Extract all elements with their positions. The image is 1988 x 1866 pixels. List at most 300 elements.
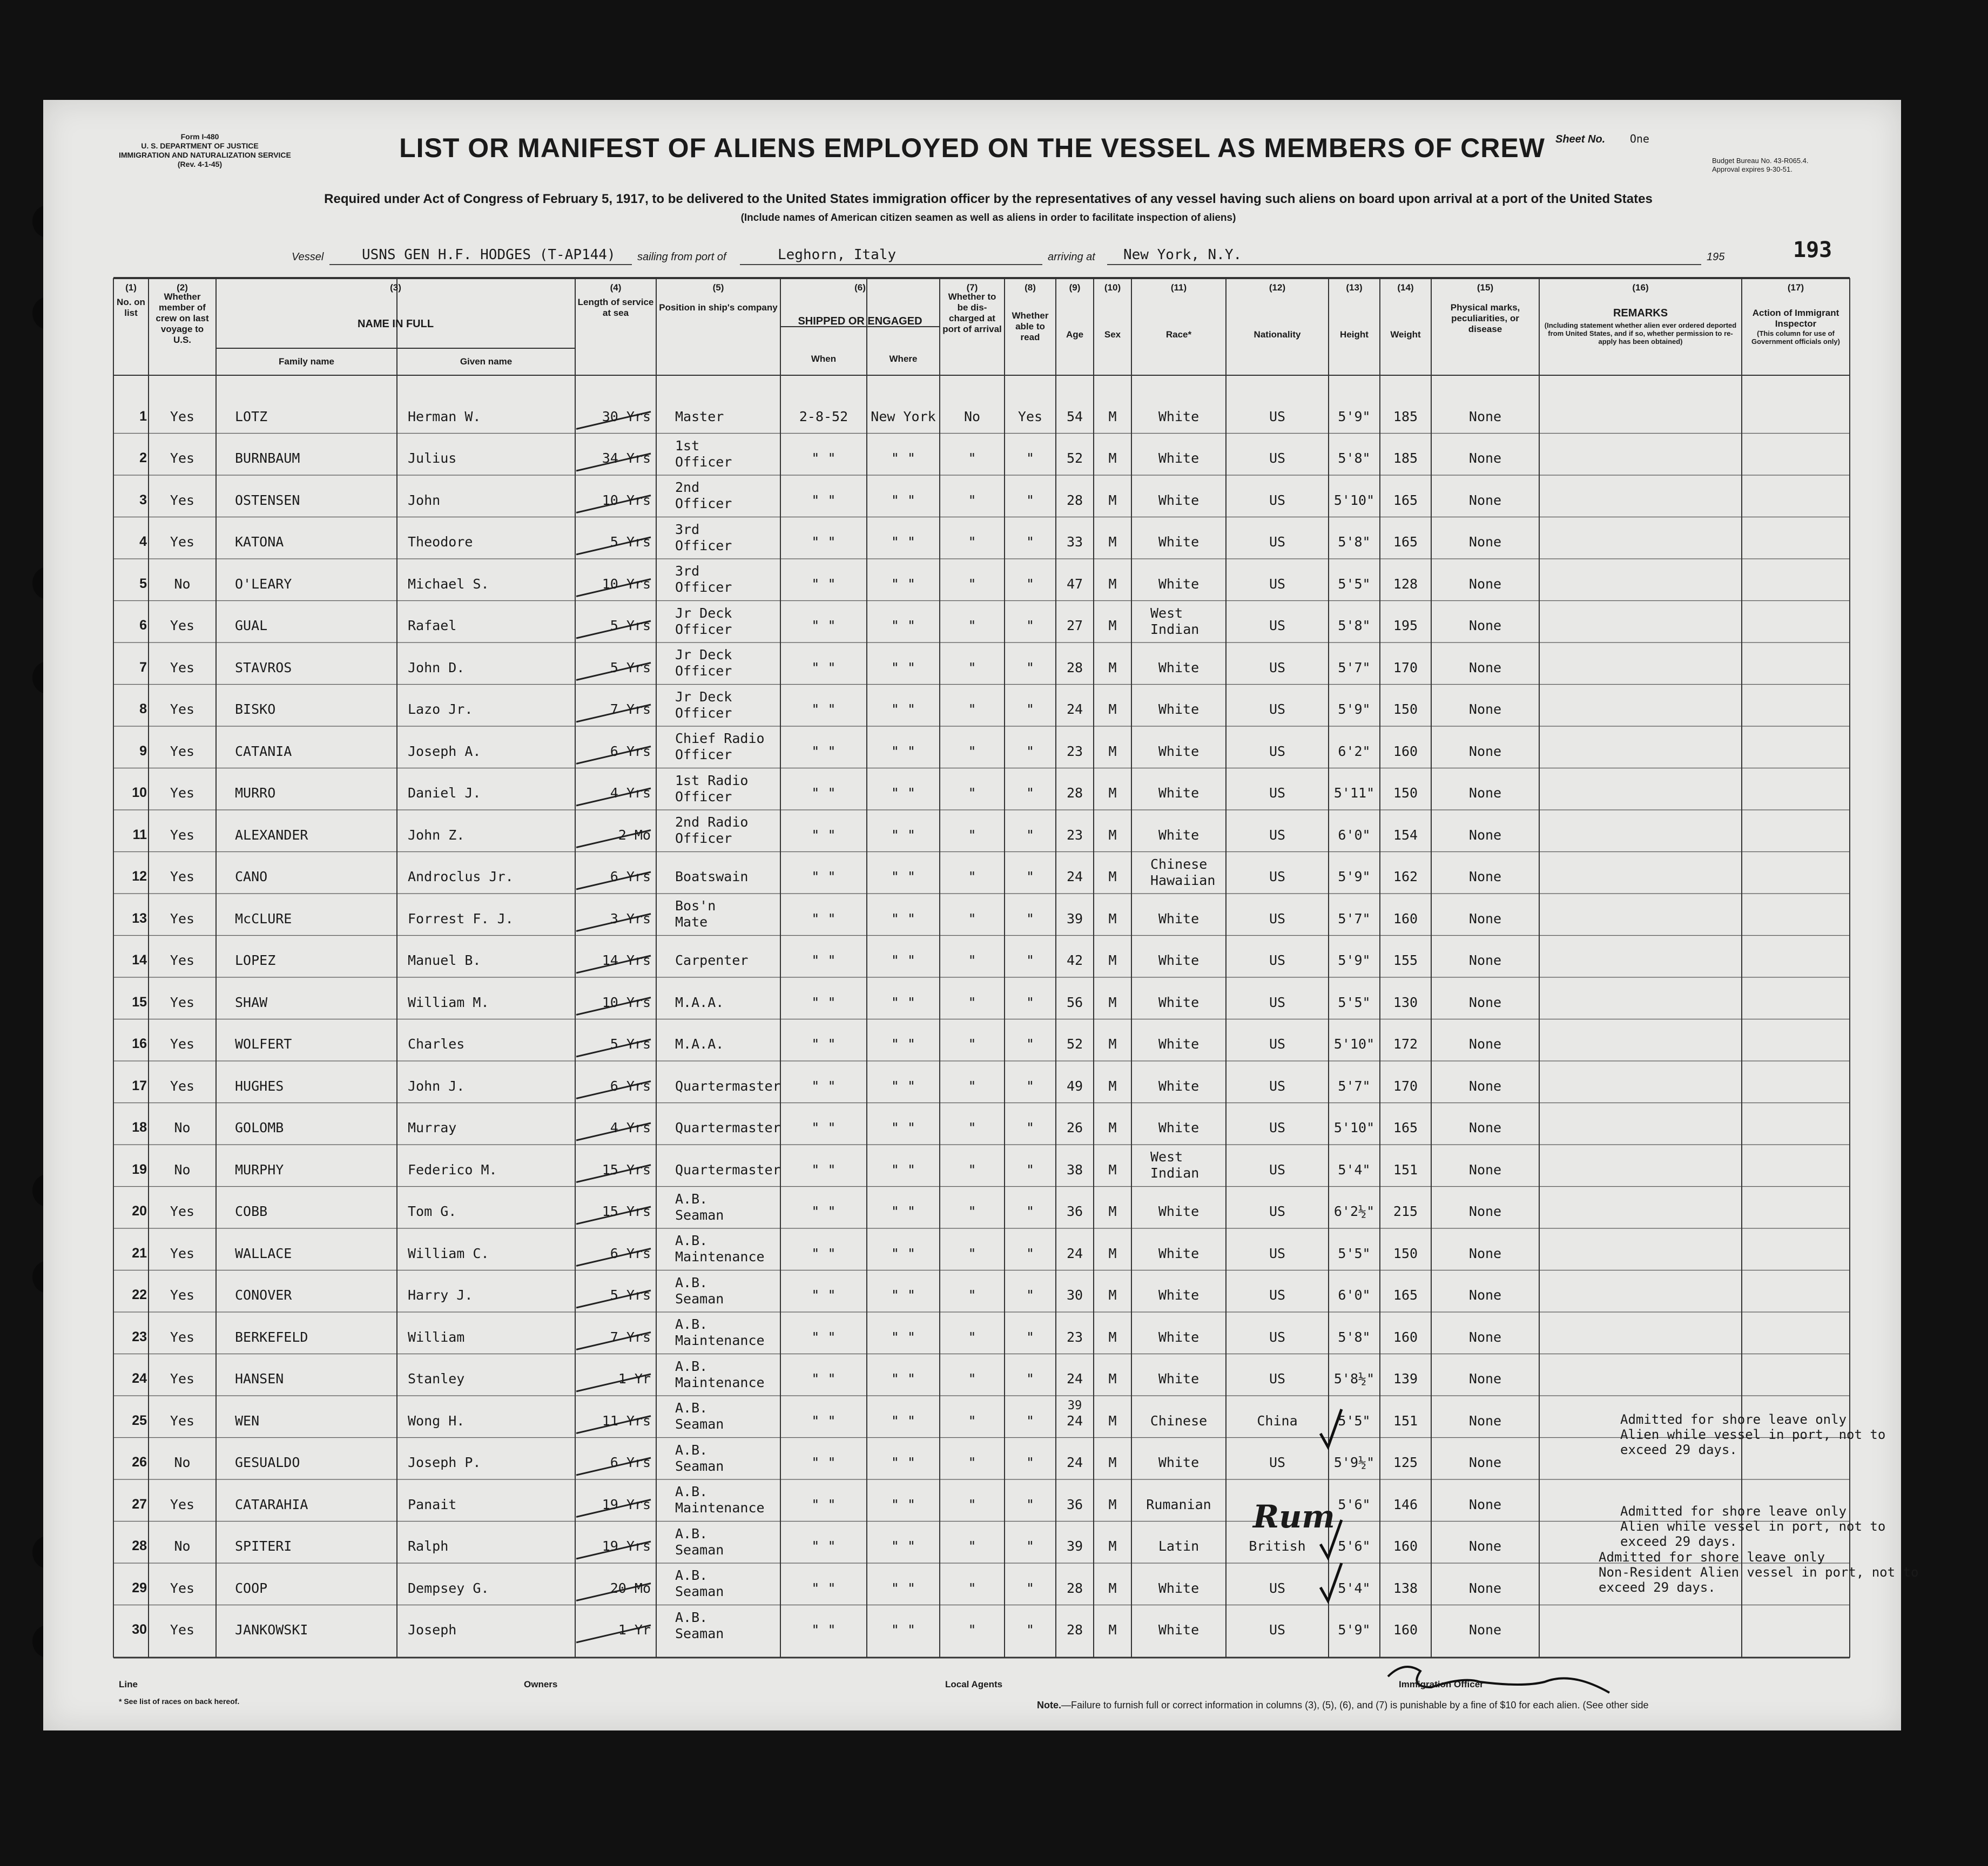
year-label: 195 <box>1707 251 1725 263</box>
age: 36 <box>1066 1496 1083 1512</box>
height: 5'9½" <box>1333 1455 1375 1471</box>
discharged: " <box>968 450 976 466</box>
given-name: William C. <box>408 1245 489 1261</box>
height: 5'9" <box>1338 701 1371 718</box>
shipped-where: " " <box>891 1245 916 1261</box>
sex: M <box>1108 534 1117 550</box>
physical-marks: None <box>1468 1455 1502 1471</box>
position: A.B. <box>675 1400 708 1416</box>
weight: 130 <box>1393 994 1418 1010</box>
position: Jr Deck <box>675 647 732 662</box>
discharged: " <box>968 1412 976 1429</box>
race: White <box>1158 576 1199 592</box>
age: 28 <box>1066 659 1083 675</box>
given-name: Michael S. <box>408 576 489 592</box>
crew-last-voyage: Yes <box>170 1371 195 1387</box>
position: A.B. <box>675 1233 708 1248</box>
shipped-when: " " <box>811 576 836 592</box>
family-name: HANSEN <box>235 1371 284 1387</box>
crew-last-voyage: Yes <box>170 1622 195 1638</box>
length-of-service: 6 Yrs <box>610 869 651 885</box>
crew-last-voyage: Yes <box>170 534 195 550</box>
shipped-where: " " <box>891 1287 916 1303</box>
physical-marks: None <box>1468 492 1502 508</box>
discharged: " <box>968 1161 976 1178</box>
age: 23 <box>1066 743 1083 759</box>
remark-row27 <box>1620 1504 1885 1549</box>
crew-last-voyage: Yes <box>170 618 195 634</box>
race: White <box>1158 1036 1199 1052</box>
crew-last-voyage: Yes <box>170 869 195 885</box>
crew-last-voyage: Yes <box>170 1245 195 1261</box>
family-name: CANO <box>235 869 268 885</box>
form-rev: (Rev. 4-1-45) <box>177 160 223 168</box>
able-to-read: " <box>1026 994 1035 1010</box>
length-of-service: 5 Yrs <box>610 659 651 675</box>
shipped-where: " " <box>891 827 916 843</box>
race: Chinese <box>1150 1412 1208 1429</box>
position: Bos'n <box>675 898 716 914</box>
given-name: John Z. <box>408 827 465 843</box>
given-name: Herman W. <box>408 408 481 424</box>
age: 24 <box>1066 1455 1083 1471</box>
able-to-read: " <box>1026 1496 1035 1512</box>
able-to-read: " <box>1026 1371 1035 1387</box>
age: 36 <box>1066 1204 1083 1220</box>
family-name: LOPEZ <box>235 952 276 969</box>
remark-line: exceed 29 days. <box>1620 1442 1737 1457</box>
position: Officer <box>675 788 732 804</box>
column-number-c2: (2) <box>177 282 188 293</box>
able-to-read: " <box>1026 1412 1035 1429</box>
row-number: 4 <box>139 534 147 550</box>
weight: 160 <box>1393 910 1418 927</box>
given-name: Panait <box>408 1496 457 1512</box>
able-to-read: " <box>1026 743 1035 759</box>
weight: 170 <box>1393 1078 1418 1094</box>
column-number-c11: (11) <box>1170 282 1187 293</box>
height: 5'4" <box>1338 1580 1371 1596</box>
age: 24 <box>1066 869 1083 885</box>
length-of-service: 19 Yrs <box>602 1538 651 1554</box>
weight: 160 <box>1393 743 1418 759</box>
position: Quartermaster <box>675 1161 781 1178</box>
height: 6'2" <box>1338 743 1371 759</box>
position: Officer <box>675 454 732 470</box>
able-to-read: " <box>1026 1204 1035 1220</box>
shipped-when: " " <box>811 1036 836 1052</box>
note-label: Note. <box>1037 1700 1061 1710</box>
family-name: SHAW <box>235 994 268 1010</box>
able-to-read: " <box>1026 1161 1035 1178</box>
given-name: Julius <box>408 450 457 466</box>
family-name: CONOVER <box>235 1287 292 1303</box>
nationality: US <box>1269 869 1286 885</box>
sex: M <box>1108 1204 1117 1220</box>
shipped-where: New York <box>871 408 936 424</box>
age: 39 <box>1066 1538 1083 1554</box>
shipped-where: " " <box>891 1622 916 1638</box>
family-name: GESUALDO <box>235 1455 300 1471</box>
crew-last-voyage: Yes <box>170 1580 195 1596</box>
shipped-where: " " <box>891 1036 916 1052</box>
discharged: " <box>968 910 976 927</box>
footer-officer: Immigration Officer <box>1399 1679 1484 1689</box>
column-number-c17: (17) <box>1787 282 1804 293</box>
sex: M <box>1108 1161 1117 1178</box>
able-to-read: " <box>1026 534 1035 550</box>
physical-marks: None <box>1468 618 1502 634</box>
document-title: LIST OR MANIFEST OF ALIENS EMPLOYED ON THE VESSEL AS MEMBERS OF CREW <box>399 133 1545 163</box>
able-to-read: " <box>1026 785 1035 801</box>
able-to-read: " <box>1026 659 1035 675</box>
position: Mate <box>675 914 708 930</box>
row-number: 24 <box>132 1371 147 1387</box>
crew-last-voyage: Yes <box>170 827 195 843</box>
physical-marks: None <box>1468 1371 1502 1387</box>
row-number: 27 <box>132 1496 147 1512</box>
column-sub-when: When <box>811 354 837 364</box>
age: 38 <box>1066 1161 1083 1178</box>
row-number: 12 <box>132 869 147 884</box>
column-label-c6: SHIPPED OR ENGAGED <box>798 315 922 327</box>
arriving-port: New York, N.Y. <box>1123 247 1242 263</box>
sex: M <box>1108 1496 1117 1512</box>
shipped-when: " " <box>811 952 836 969</box>
weight: 128 <box>1393 576 1418 592</box>
able-to-read: " <box>1026 1455 1035 1471</box>
position: Maintenance <box>675 1249 765 1265</box>
height: 5'5" <box>1338 1245 1371 1261</box>
sex: M <box>1108 1412 1117 1429</box>
position: Officer <box>675 496 732 511</box>
remark-line: Admitted for shore leave only <box>1599 1550 1825 1565</box>
position: 3rd <box>675 563 700 579</box>
crew-last-voyage: Yes <box>170 492 195 508</box>
height: 5'9" <box>1338 952 1371 969</box>
length-of-service: 20 Mo <box>610 1580 651 1596</box>
family-name: WOLFERT <box>235 1036 292 1052</box>
length-of-service: 7 Yrs <box>610 701 651 718</box>
column-label-c11: Race* <box>1165 329 1192 340</box>
age: 24 <box>1066 1371 1083 1387</box>
given-name: Stanley <box>408 1371 465 1387</box>
length-of-service: 1 Yr <box>618 1622 651 1638</box>
sex: M <box>1108 910 1117 927</box>
shipped-when: " " <box>811 869 836 885</box>
height: 5'6" <box>1338 1538 1371 1554</box>
nationality: US <box>1269 618 1286 634</box>
race: White <box>1158 743 1199 759</box>
family-name: O'LEARY <box>235 576 292 592</box>
column-number-c13: (13) <box>1346 282 1363 293</box>
nationality: US <box>1269 1078 1286 1094</box>
given-name: Daniel J. <box>408 785 481 801</box>
row-number: 17 <box>132 1078 147 1093</box>
weight: 165 <box>1393 1120 1418 1136</box>
sex: M <box>1108 576 1117 592</box>
nationality: US <box>1269 827 1286 843</box>
row-number: 7 <box>139 659 147 675</box>
crew-last-voyage: Yes <box>170 785 195 801</box>
sex: M <box>1108 1329 1117 1345</box>
race: White <box>1158 1287 1199 1303</box>
able-to-read: " <box>1026 869 1035 885</box>
shipped-where: " " <box>891 450 916 466</box>
nationality: British <box>1249 1538 1306 1554</box>
crew-last-voyage: Yes <box>170 910 195 927</box>
sex: M <box>1108 618 1117 634</box>
position: A.B. <box>675 1609 708 1625</box>
column-label-c15: Physical marks, peculiarities, or disease <box>1450 302 1520 334</box>
race: White <box>1158 1580 1199 1596</box>
shipped-where: " " <box>891 618 916 634</box>
column-number-c6: (6) <box>854 282 866 293</box>
position: A.B. <box>675 1525 708 1542</box>
weight: 125 <box>1393 1455 1418 1471</box>
discharged: " <box>968 618 976 634</box>
family-name: BURNBAUM <box>235 450 300 466</box>
shipped-where: " " <box>891 910 916 927</box>
shipped-when: " " <box>811 1245 836 1261</box>
crew-last-voyage: No <box>174 1161 191 1178</box>
physical-marks: None <box>1468 1496 1502 1512</box>
race: White <box>1158 408 1199 424</box>
able-to-read: " <box>1026 618 1035 634</box>
remark-line: Non-Resident Alien vessel in port, not to <box>1599 1565 1919 1580</box>
position: A.B. <box>675 1316 708 1332</box>
column-label-c9: Age <box>1066 329 1084 340</box>
row-number: 22 <box>132 1287 147 1303</box>
length-of-service: 10 Yrs <box>602 576 651 592</box>
column-number-c14: (14) <box>1397 282 1414 293</box>
length-of-service: 34 Yrs <box>602 450 651 466</box>
age: 49 <box>1066 1078 1083 1094</box>
nationality: US <box>1269 994 1286 1010</box>
nationality: US <box>1269 1287 1286 1303</box>
remark-line: Admitted for shore leave only <box>1620 1504 1847 1519</box>
column-number-c4: (4) <box>610 282 622 293</box>
shipped-when: " " <box>811 827 836 843</box>
nationality: China <box>1257 1412 1298 1429</box>
weight: 139 <box>1393 1371 1418 1387</box>
row-number: 5 <box>139 576 147 591</box>
weight: 195 <box>1393 618 1418 634</box>
age: 56 <box>1066 994 1083 1010</box>
position: Officer <box>675 747 732 762</box>
sex: M <box>1108 869 1117 885</box>
physical-marks: None <box>1468 910 1502 927</box>
age: 28 <box>1066 785 1083 801</box>
shipped-when: " " <box>811 910 836 927</box>
discharged: " <box>968 869 976 885</box>
given-name: Joseph <box>408 1622 457 1638</box>
column-number-c5: (5) <box>712 282 724 293</box>
family-name: KATONA <box>235 534 284 550</box>
row-number: 21 <box>132 1245 147 1261</box>
given-name: Wong H. <box>408 1412 465 1429</box>
budget-line1: Budget Bureau No. 43-R065.4. <box>1712 157 1809 165</box>
age: 28 <box>1066 1580 1083 1596</box>
column-label-c3: NAME IN FULL <box>357 318 434 330</box>
weight: 151 <box>1393 1161 1418 1178</box>
column-label-c5: Position in ship's company <box>659 302 778 313</box>
weight: 172 <box>1393 1036 1418 1052</box>
position: Carpenter <box>675 952 749 969</box>
nationality: US <box>1269 408 1286 424</box>
remark-line: Alien while vessel in port, not to <box>1620 1427 1886 1442</box>
crew-last-voyage: No <box>174 1455 191 1471</box>
able-to-read: " <box>1026 701 1035 718</box>
position: Jr Deck <box>675 605 732 621</box>
row-number: 29 <box>132 1580 147 1595</box>
physical-marks: None <box>1468 1204 1502 1220</box>
given-name: Rafael <box>408 618 457 634</box>
nationality: US <box>1269 1329 1286 1345</box>
row-number: 30 <box>132 1622 147 1638</box>
family-name: BISKO <box>235 701 276 718</box>
discharged: " <box>968 1455 976 1471</box>
row-number: 2 <box>139 450 147 466</box>
subtitle-include: (Include names of American citizen seamen as well as aliens in order to facilitate inspection of aliens) <box>740 212 1236 224</box>
family-name: LOTZ <box>235 408 268 424</box>
crew-last-voyage: No <box>174 576 191 592</box>
given-name: William M. <box>408 994 489 1010</box>
column-label-c13: Height <box>1340 329 1369 340</box>
footer-line: Line <box>119 1679 138 1689</box>
crew-last-voyage: Yes <box>170 701 195 718</box>
remark-row25 <box>1620 1412 1885 1457</box>
sex: M <box>1108 1622 1117 1638</box>
length-of-service: 14 Yrs <box>602 952 651 969</box>
height: 5'10" <box>1333 1036 1375 1052</box>
position: Officer <box>675 705 732 721</box>
row-number: 28 <box>132 1538 147 1554</box>
age: 24 <box>1066 701 1083 718</box>
sheet-value: One <box>1629 132 1649 145</box>
remark-line: exceed 29 days. <box>1620 1534 1737 1549</box>
row-number: 15 <box>132 994 147 1010</box>
position: A.B. <box>675 1358 708 1374</box>
nationality: US <box>1269 701 1286 718</box>
family-name: ALEXANDER <box>235 827 308 843</box>
position: Maintenance <box>675 1500 765 1516</box>
position: Seaman <box>675 1542 724 1558</box>
physical-marks: None <box>1468 994 1502 1010</box>
race: White <box>1158 492 1199 508</box>
crew-last-voyage: Yes <box>170 1412 195 1429</box>
height: 5'8" <box>1338 534 1371 550</box>
height: 5'5" <box>1338 576 1371 592</box>
discharged: " <box>968 1371 976 1387</box>
discharged: " <box>968 1120 976 1136</box>
family-name: MURPHY <box>235 1161 284 1178</box>
nationality: US <box>1269 743 1286 759</box>
note-text: —Failure to furnish full or correct information in columns (3), (5), (6), and (7) is punishable by a fine of $10 for each alien. <box>1061 1700 1580 1710</box>
discharged: " <box>968 492 976 508</box>
arriving-label: arriving at <box>1048 251 1095 263</box>
weight: 160 <box>1393 1622 1418 1638</box>
discharged: " <box>968 1204 976 1220</box>
discharged: " <box>968 576 976 592</box>
remark-line: exceed 29 days. <box>1599 1580 1716 1595</box>
crew-last-voyage: Yes <box>170 1329 195 1345</box>
shipped-when: " " <box>811 743 836 759</box>
able-to-read: " <box>1026 450 1035 466</box>
nationality: US <box>1269 1455 1286 1471</box>
column-label-c1: No. on list <box>117 297 145 318</box>
sex: M <box>1108 1120 1117 1136</box>
row-number: 3 <box>139 492 147 508</box>
given-name: Murray <box>408 1120 457 1136</box>
nationality: US <box>1269 492 1286 508</box>
position: Maintenance <box>675 1374 765 1390</box>
race: White <box>1158 1455 1199 1471</box>
position: Seaman <box>675 1416 724 1432</box>
shipped-when: " " <box>811 1580 836 1596</box>
physical-marks: None <box>1468 1161 1502 1178</box>
nationality: US <box>1269 534 1286 550</box>
crew-last-voyage: Yes <box>170 743 195 759</box>
race: White <box>1158 1371 1199 1387</box>
row-number: 11 <box>132 827 147 842</box>
position: Boatswain <box>675 869 749 885</box>
row-number: 13 <box>132 910 147 926</box>
nationality: US <box>1269 1161 1286 1178</box>
race: Latin <box>1158 1538 1199 1554</box>
race: White <box>1158 1120 1199 1136</box>
weight: 165 <box>1393 492 1418 508</box>
see-other-side: (See other side <box>1582 1700 1649 1710</box>
family-name: STAVROS <box>235 659 292 675</box>
weight: 138 <box>1393 1580 1418 1596</box>
shipped-when: " " <box>811 450 836 466</box>
row-number: 8 <box>139 701 147 717</box>
physical-marks: None <box>1468 743 1502 759</box>
position: Officer <box>675 663 732 679</box>
discharged: No <box>963 408 981 424</box>
column-number-c12: (12) <box>1269 282 1286 293</box>
weight: 155 <box>1393 952 1418 969</box>
remark-line: Alien while vessel in port, not to <box>1620 1519 1886 1534</box>
crew-last-voyage: Yes <box>170 659 195 675</box>
race: White <box>1158 701 1199 718</box>
given-name: Forrest F. J. <box>408 910 514 927</box>
shipped-where: " " <box>891 1412 916 1429</box>
age: 52 <box>1066 450 1083 466</box>
shipped-when: " " <box>811 1622 836 1638</box>
physical-marks: None <box>1468 1580 1502 1596</box>
shipped-where: " " <box>891 1204 916 1220</box>
position: 2nd <box>675 479 700 495</box>
shipped-when: " " <box>811 534 836 550</box>
family-name: CATANIA <box>235 743 292 759</box>
shipped-when: " " <box>811 1120 836 1136</box>
discharged: " <box>968 534 976 550</box>
height: 5'5" <box>1338 1412 1371 1429</box>
shipped-where: " " <box>891 659 916 675</box>
given-name: John <box>408 492 441 508</box>
age: 52 <box>1066 1036 1083 1052</box>
sex: M <box>1108 450 1117 466</box>
family-name: BERKEFELD <box>235 1329 308 1345</box>
physical-marks: None <box>1468 785 1502 801</box>
position: Maintenance <box>675 1333 765 1348</box>
physical-marks: None <box>1468 1287 1502 1303</box>
discharged: " <box>968 743 976 759</box>
column-label-c17: Action of Immigrant Inspector <box>1752 308 1839 329</box>
discharged: " <box>968 785 976 801</box>
